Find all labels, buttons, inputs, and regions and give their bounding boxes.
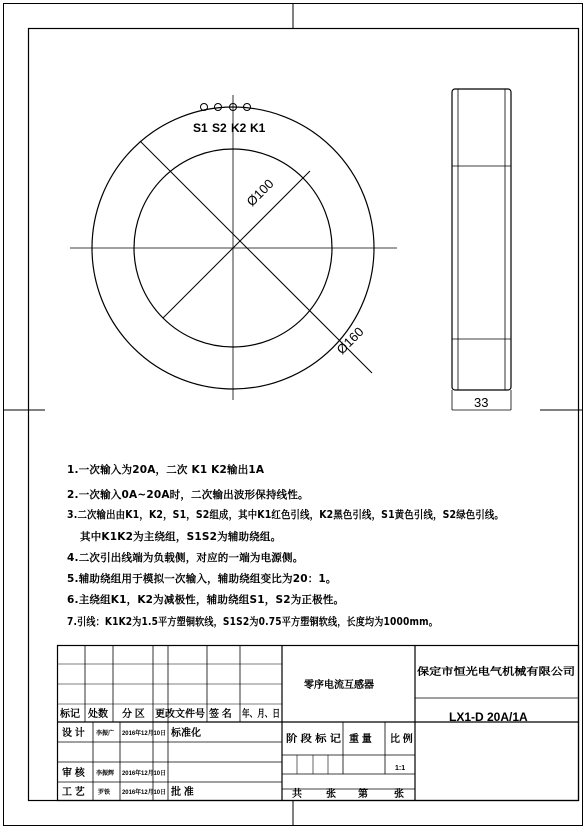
stage-header: 阶 段 标 记 [286,734,335,745]
front-view [70,95,397,400]
outer-diameter-label: Ø160 [333,324,367,358]
row-process-date: 2016年12月10日 [122,790,167,796]
terminal-label-s1: S1 [193,121,208,135]
note-2: 2.一次输入0A~20A时，二次输出波形保持线性。 [67,489,309,501]
footer-number: 第 [358,789,368,800]
note-3: 3.二次输出由K1，K2，S1，S2组成，其中K1红色引线，K2黑色引线，S1黄色引线，S2绿色引线。 [67,509,557,521]
note-7: 7.引线：K1K2为1.5平方塑铜软线，S1S2为0.75平方塑铜软线，长度均为1000mm。 [67,616,496,628]
dimension-line-inner [163,171,310,318]
row-review-date: 2016年12月10日 [122,771,167,777]
sheet-outer-border [4,4,583,826]
rev-header-zone: 分 区 [122,709,145,720]
note-4: 4.二次引出线端为负载侧，对应的一端为电源侧。 [67,552,304,564]
row-review-name: 李振辉 [96,771,115,777]
terminal-label-k1: K1 [250,121,266,135]
side-view [452,89,511,410]
note-1: 1.一次输入为20A，二次 K1 K2输出1A [67,464,265,476]
rev-header-doc: 更改文件号 [155,709,205,720]
note-6: 6.主绕组K1，K2为减极性，辅助绕组S1，S2为正极性。 [67,594,345,606]
rev-header-mark: 标记 [60,709,80,720]
note-3-cont: 其中K1K2为主绕组，S1S2为辅助绕组。 [80,531,282,543]
row-design-name: 李振广 [96,731,115,737]
title-block-text [59,665,575,800]
row-process-name: 罗铁 [98,790,111,796]
row-approve-label: 批 准 [171,787,194,798]
product-name: 零序电流互感器 [304,680,374,691]
terminal-label-s2: S2 [212,121,227,135]
side-body [452,89,511,390]
inner-diameter-label: Ø100 [243,176,277,210]
footer-total: 共 [292,789,302,800]
row-design-label: 设 计 [62,728,85,739]
rev-header-sign: 签 名 [209,709,232,720]
scale-value: 1:1 [395,765,406,772]
footer-sheets-2: 张 [394,789,404,800]
rev-header-count: 处数 [88,709,108,720]
company-name: 保定市恒光电气机械有限公司 [417,667,547,678]
row-review-label: 审 核 [62,768,85,779]
note-5: 5.辅助绕组用于模拟一次输入，辅助绕组变比为20：1。 [67,573,337,585]
row-standard-label: 标准化 [171,728,201,739]
rev-header-date: 年、月、日 [242,709,292,720]
row-design-date: 2016年12月10日 [122,731,167,737]
thickness-label: 33 [474,395,489,410]
row-process-label: 工 艺 [62,787,85,798]
dimension-line-outer [140,141,372,373]
weight-header: 重 量 [349,734,372,745]
technical-notes [67,463,557,628]
scale-header: 比 例 [390,734,413,745]
footer-sheets-1: 张 [326,789,336,800]
terminal-label-k2: K2 [231,121,247,135]
model-number: LX1-D 20A/1A [449,710,528,724]
